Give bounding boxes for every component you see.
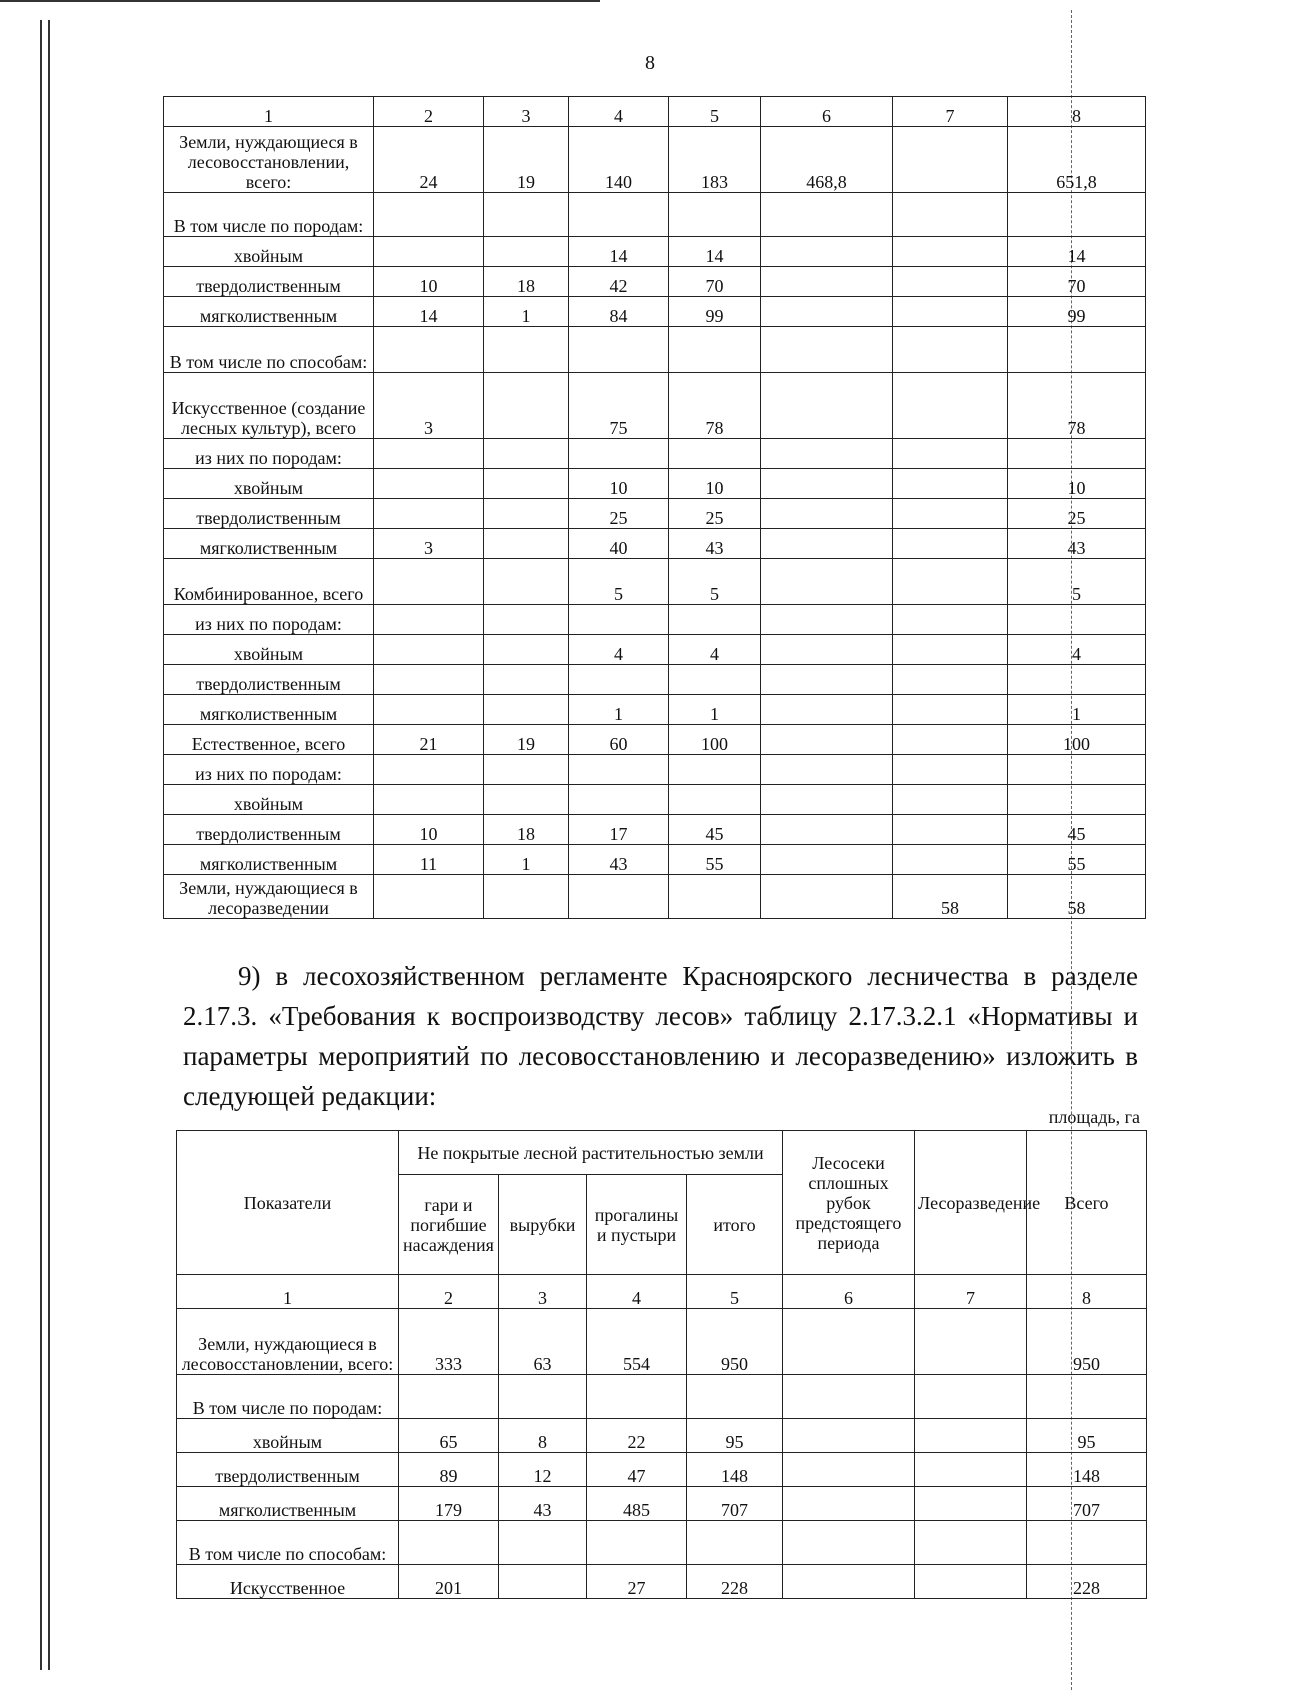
row-label: Земли, нуждающиеся в лесоразведении [164,875,374,919]
column-number: 2 [399,1275,499,1309]
table-cell: 1 [669,695,761,725]
table-cell [484,529,569,559]
table-cell: 47 [587,1453,687,1487]
table-cell: 43 [669,529,761,559]
table-cell [669,875,761,919]
table-cell: 554 [587,1309,687,1375]
table-row [164,297,1146,327]
table-cell [399,1521,499,1565]
table-cell: 1 [484,297,569,327]
table-cell: 950 [1027,1309,1147,1375]
table-cell [915,1419,1027,1453]
table-cell [484,559,569,605]
row-label: Земли, нуждающиеся в лесовосстановлении, всего: [164,127,374,193]
row-label: Земли, нуждающиеся в лесовосстановлении, всего: [177,1309,399,1375]
row-label: хвойным [164,635,374,665]
table-row [164,845,1146,875]
table-cell [893,373,1008,439]
table-cell [374,755,484,785]
table-cell [893,267,1008,297]
table-cell [761,237,893,267]
row-label: твердолиственным [177,1453,399,1487]
header-not-covered: Не покрытые лесной растительностью земли [399,1131,783,1175]
table-row [177,1565,1147,1599]
scan-left-edge-1 [40,20,42,1670]
table-cell: 55 [1008,845,1146,875]
table-cell [374,605,484,635]
table-cell: 99 [669,297,761,327]
table-cell: 12 [499,1453,587,1487]
column-number-row [177,1275,1147,1309]
table-cell [893,815,1008,845]
table-cell: 70 [669,267,761,297]
table-cell [893,499,1008,529]
table-cell: 40 [569,529,669,559]
table-cell: 5 [569,559,669,605]
column-number: 4 [569,97,669,127]
table-row [164,559,1146,605]
table-cell [761,725,893,755]
row-label: твердолиственным [164,499,374,529]
table-cell: 19 [484,725,569,755]
column-number: 7 [893,97,1008,127]
table-cell: 25 [1008,499,1146,529]
column-number: 1 [177,1275,399,1309]
table-row [164,499,1146,529]
paragraph-text: 9) в лесохозяйственном регламенте Красноярского лесничества в разделе 2.17.3. «Требования к воспроизводству лесов» таблицу 2.17.3.2.1 «Нормативы и параметры мероприятий по лесовосстановлению и лесоразведению» изложить в следующей редакции: [183,961,1138,1111]
table-cell [1008,785,1146,815]
table-cell: 10 [1008,469,1146,499]
table-cell: 1 [484,845,569,875]
table-cell [1027,1375,1147,1419]
table-cell [1008,439,1146,469]
row-label: В том числе по способам: [164,327,374,373]
table-cell: 5 [1008,559,1146,605]
row-label: твердолиственным [164,815,374,845]
table-cell [374,635,484,665]
table-cell: 707 [687,1487,783,1521]
scan-edge-line [0,0,600,2]
column-number: 2 [374,97,484,127]
table-row [164,695,1146,725]
table-cell: 179 [399,1487,499,1521]
table-cell [893,559,1008,605]
header-burned: гари и погибшие насаждения [399,1175,499,1275]
table-cell [484,439,569,469]
table-row [177,1521,1147,1565]
table-cell [374,875,484,919]
table-cell: 707 [1027,1487,1147,1521]
table-cell [1008,327,1146,373]
table-cell [1008,193,1146,237]
table-cell: 60 [569,725,669,755]
table-cell: 10 [669,469,761,499]
header-total-sub: итого [687,1175,783,1275]
table-cell [669,665,761,695]
column-number: 6 [761,97,893,127]
table-row [177,1309,1147,1375]
table-cell [761,499,893,529]
table-cell: 4 [669,635,761,665]
table-cell: 45 [669,815,761,845]
table-cell: 4 [1008,635,1146,665]
table-cell: 651,8 [1008,127,1146,193]
table-cell [484,875,569,919]
table-cell [587,1375,687,1419]
table-cell: 5 [669,559,761,605]
table-cell [569,193,669,237]
table-cell [687,1521,783,1565]
row-label: твердолиственным [164,267,374,297]
row-label: Искусственное (создание лесных культур), всего [164,373,374,439]
table-cell [374,665,484,695]
table-cell [893,725,1008,755]
row-label: В том числе по породам: [177,1375,399,1419]
table-cell [893,605,1008,635]
table-cell: 43 [569,845,669,875]
table-cell [915,1521,1027,1565]
table-cell [669,755,761,785]
table-cell [761,785,893,815]
table-cell: 89 [399,1453,499,1487]
table-cell [484,695,569,725]
table-cell [761,469,893,499]
table-cell [569,439,669,469]
table-cell [484,237,569,267]
table-cell [484,499,569,529]
table-cell [569,755,669,785]
table-cell: 140 [569,127,669,193]
table-cell [761,605,893,635]
table-cell: 14 [1008,237,1146,267]
table-cell: 78 [669,373,761,439]
table-cell: 25 [669,499,761,529]
row-label: В том числе по породам: [164,193,374,237]
table-cell [761,193,893,237]
table-cell: 43 [1008,529,1146,559]
column-number: 4 [587,1275,687,1309]
table-cell [569,327,669,373]
unit-label: площадь, га [1048,1107,1140,1127]
table-2-body [177,1131,1147,1599]
table-cell: 485 [587,1487,687,1521]
table-cell [783,1375,915,1419]
table-cell: 228 [687,1565,783,1599]
table-cell [569,605,669,635]
table-cell [761,755,893,785]
table-cell [399,1375,499,1419]
column-number: 7 [915,1275,1027,1309]
table-cell [915,1375,1027,1419]
row-label: твердолиственным [164,665,374,695]
table-cell [669,439,761,469]
table-cell [893,193,1008,237]
table-cell: 21 [374,725,484,755]
table-cell: 27 [587,1565,687,1599]
table-cell: 100 [1008,725,1146,755]
table-cell [374,559,484,605]
column-number: 3 [484,97,569,127]
table-cell [1008,755,1146,785]
table-cell [374,439,484,469]
row-label: хвойным [164,237,374,267]
table-cell: 22 [587,1419,687,1453]
table-cell: 58 [1008,875,1146,919]
table-cell: 70 [1008,267,1146,297]
table-cell: 3 [374,373,484,439]
table-cell [893,327,1008,373]
table-cell [484,755,569,785]
header-total: Всего [1027,1131,1147,1275]
table-cell [893,237,1008,267]
table-cell [761,297,893,327]
table-cell [761,327,893,373]
row-label: мягколиственным [177,1487,399,1521]
table-row [164,815,1146,845]
table-cell: 19 [484,127,569,193]
table-cell: 228 [1027,1565,1147,1599]
table-cell: 1 [569,695,669,725]
table-row [164,529,1146,559]
table-cell: 55 [669,845,761,875]
row-label: мягколиственным [164,845,374,875]
table-cell [915,1565,1027,1599]
table-row [177,1419,1147,1453]
table-cell [484,605,569,635]
table-cell [893,695,1008,725]
table-cell [374,237,484,267]
table-cell [484,665,569,695]
table-cell: 10 [374,267,484,297]
column-number: 8 [1027,1275,1147,1309]
table-cell: 17 [569,815,669,845]
table-row [164,635,1146,665]
header-clearings: вырубки [499,1175,587,1275]
table-cell [374,327,484,373]
table-row [177,1487,1147,1521]
column-number: 5 [687,1275,783,1309]
table-cell [761,845,893,875]
table-cell [783,1453,915,1487]
table-cell [893,785,1008,815]
table-cell [893,755,1008,785]
row-label: Естественное, всего [164,725,374,755]
row-label: В том числе по способам: [177,1521,399,1565]
table-cell [761,875,893,919]
table-cell: 14 [569,237,669,267]
table-row [164,755,1146,785]
table-cell: 95 [1027,1419,1147,1453]
table-cell: 18 [484,267,569,297]
table-cell: 95 [687,1419,783,1453]
table-cell [761,665,893,695]
table-row [164,725,1146,755]
table-cell [761,695,893,725]
table-1 [163,96,1146,919]
table-cell [374,469,484,499]
table-cell [1008,605,1146,635]
table-cell [669,193,761,237]
page-number: 8 [645,52,655,74]
table-row [164,469,1146,499]
column-number: 8 [1008,97,1146,127]
table-cell [587,1521,687,1565]
table-cell [569,875,669,919]
table-cell [499,1565,587,1599]
table-cell [484,193,569,237]
row-label: из них по породам: [164,605,374,635]
table-2 [176,1130,1147,1599]
column-number: 1 [164,97,374,127]
table-row [164,127,1146,193]
table-cell [893,845,1008,875]
table-cell: 148 [1027,1453,1147,1487]
table-cell: 14 [374,297,484,327]
table-cell [1027,1521,1147,1565]
row-label: мягколиственным [164,529,374,559]
table-cell [687,1375,783,1419]
column-number-row [164,97,1146,127]
table-cell [374,695,484,725]
table-row [164,605,1146,635]
table-cell: 99 [1008,297,1146,327]
table-row [164,267,1146,297]
table-cell [893,439,1008,469]
table-row [177,1375,1147,1419]
table-cell [761,529,893,559]
table-row [164,665,1146,695]
table-cell [915,1487,1027,1521]
table-cell: 950 [687,1309,783,1375]
table-cell [915,1453,1027,1487]
table-cell: 1 [1008,695,1146,725]
table-cell: 18 [484,815,569,845]
table-cell [374,193,484,237]
table-cell [669,327,761,373]
table-cell [783,1565,915,1599]
table-row [164,327,1146,373]
paragraph-9 [183,956,1138,1116]
table-cell: 8 [499,1419,587,1453]
row-label: из них по породам: [164,439,374,469]
table-row [164,373,1146,439]
header-indicators: Показатели [177,1131,399,1275]
row-label: из них по породам: [164,755,374,785]
scan-left-edge-2 [48,20,50,1670]
table-cell [893,529,1008,559]
table-cell: 63 [499,1309,587,1375]
column-number: 5 [669,97,761,127]
table-cell [484,785,569,815]
table-cell: 4 [569,635,669,665]
table-cell: 148 [687,1453,783,1487]
table-cell [893,469,1008,499]
table-cell [499,1521,587,1565]
table-cell [783,1419,915,1453]
table-cell [374,785,484,815]
table-row [164,875,1146,919]
table-row [164,785,1146,815]
table-cell [915,1309,1027,1375]
table-cell [374,499,484,529]
table-cell: 10 [569,469,669,499]
table-cell: 25 [569,499,669,529]
table-cell [484,469,569,499]
row-label: Комбинированное, всего [164,559,374,605]
table-cell [761,373,893,439]
table-cell [893,665,1008,695]
table-cell [783,1309,915,1375]
table-cell: 42 [569,267,669,297]
table-cell [761,439,893,469]
table-cell [783,1487,915,1521]
table-cell [783,1521,915,1565]
table-cell [761,635,893,665]
row-label: хвойным [177,1419,399,1453]
table-cell [1008,665,1146,695]
table-cell: 84 [569,297,669,327]
table-cell [761,559,893,605]
row-label: хвойным [164,785,374,815]
table-row [177,1453,1147,1487]
table-cell: 100 [669,725,761,755]
table-cell: 333 [399,1309,499,1375]
table-cell: 65 [399,1419,499,1453]
table-cell [761,815,893,845]
table-cell: 3 [374,529,484,559]
table-cell [484,373,569,439]
table-cell: 78 [1008,373,1146,439]
table-cell [484,635,569,665]
table-row [164,193,1146,237]
table-cell: 10 [374,815,484,845]
table-cell [499,1375,587,1419]
table-row [164,439,1146,469]
row-label: Искусственное [177,1565,399,1599]
row-label: мягколиственным [164,297,374,327]
table-cell [893,635,1008,665]
column-number: 6 [783,1275,915,1309]
table-cell: 11 [374,845,484,875]
header-afforestation: Лесоразведение [915,1131,1027,1275]
table-cell [893,297,1008,327]
table-cell: 201 [399,1565,499,1599]
table-cell: 468,8 [761,127,893,193]
column-number: 3 [499,1275,587,1309]
table-cell: 24 [374,127,484,193]
table-cell: 58 [893,875,1008,919]
table-cell [761,267,893,297]
table-cell [569,665,669,695]
header-cutting-areas: Лесосеки сплошных рубок предстоящего периода [783,1131,915,1275]
row-label: хвойным [164,469,374,499]
table-cell [669,785,761,815]
table-cell: 183 [669,127,761,193]
table-row [164,237,1146,267]
table-1-body [164,97,1146,919]
table-cell: 45 [1008,815,1146,845]
table-cell [484,327,569,373]
table-cell [893,127,1008,193]
header-glades: прогалины и пустыри [587,1175,687,1275]
table-cell [569,785,669,815]
table-cell [669,605,761,635]
table-cell: 75 [569,373,669,439]
table-cell: 14 [669,237,761,267]
row-label: мягколиственным [164,695,374,725]
table-cell: 43 [499,1487,587,1521]
